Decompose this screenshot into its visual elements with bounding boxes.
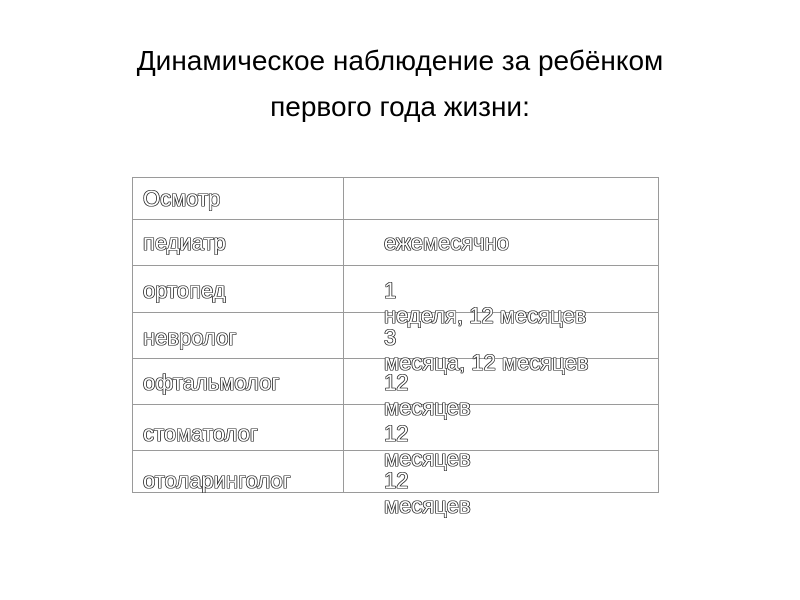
table-row-divider [132,219,659,220]
table-cell-specialist: ортопед [143,278,226,303]
table-cell-schedule-overflow: месяцев [384,493,471,518]
table-cell-specialist: стоматолог [143,421,258,446]
title-line-1: Динамическое наблюдение за ребёнком [136,45,664,76]
table-border-left [132,177,133,493]
table-cell-schedule: 1 [384,278,397,303]
table-row-divider [132,265,659,266]
table-column-divider [343,177,344,493]
table-cell-schedule: ежемесячно [384,230,510,255]
table-cell-specialist: отоларинголог [143,468,291,493]
table-cell-schedule: 12 [384,370,409,395]
exam-schedule-table [132,177,659,518]
table-cell-schedule: 12 [384,468,409,493]
title-line-2: первого года жизни: [270,91,530,122]
table-cell-specialist: невролог [143,325,237,350]
table-cell-specialist: педиатр [143,230,226,255]
table-cell-specialist: офтальмолог [143,370,280,395]
table-cell-schedule-overflow: месяцев [384,395,471,420]
table-cell-schedule: 3 [384,325,397,350]
table-border-top [132,177,659,178]
table-cell-schedule-overflow: месяца, 12 месяцев [384,350,589,375]
table-cell-schedule-overflow: неделя, 12 месяцев [384,303,587,328]
table-cell-schedule: 12 [384,421,409,446]
page-title [0,38,800,130]
table-border-right [658,177,659,493]
table-cell-schedule-overflow: месяцев [384,446,471,471]
table-header-exam: Осмотр [143,186,221,211]
